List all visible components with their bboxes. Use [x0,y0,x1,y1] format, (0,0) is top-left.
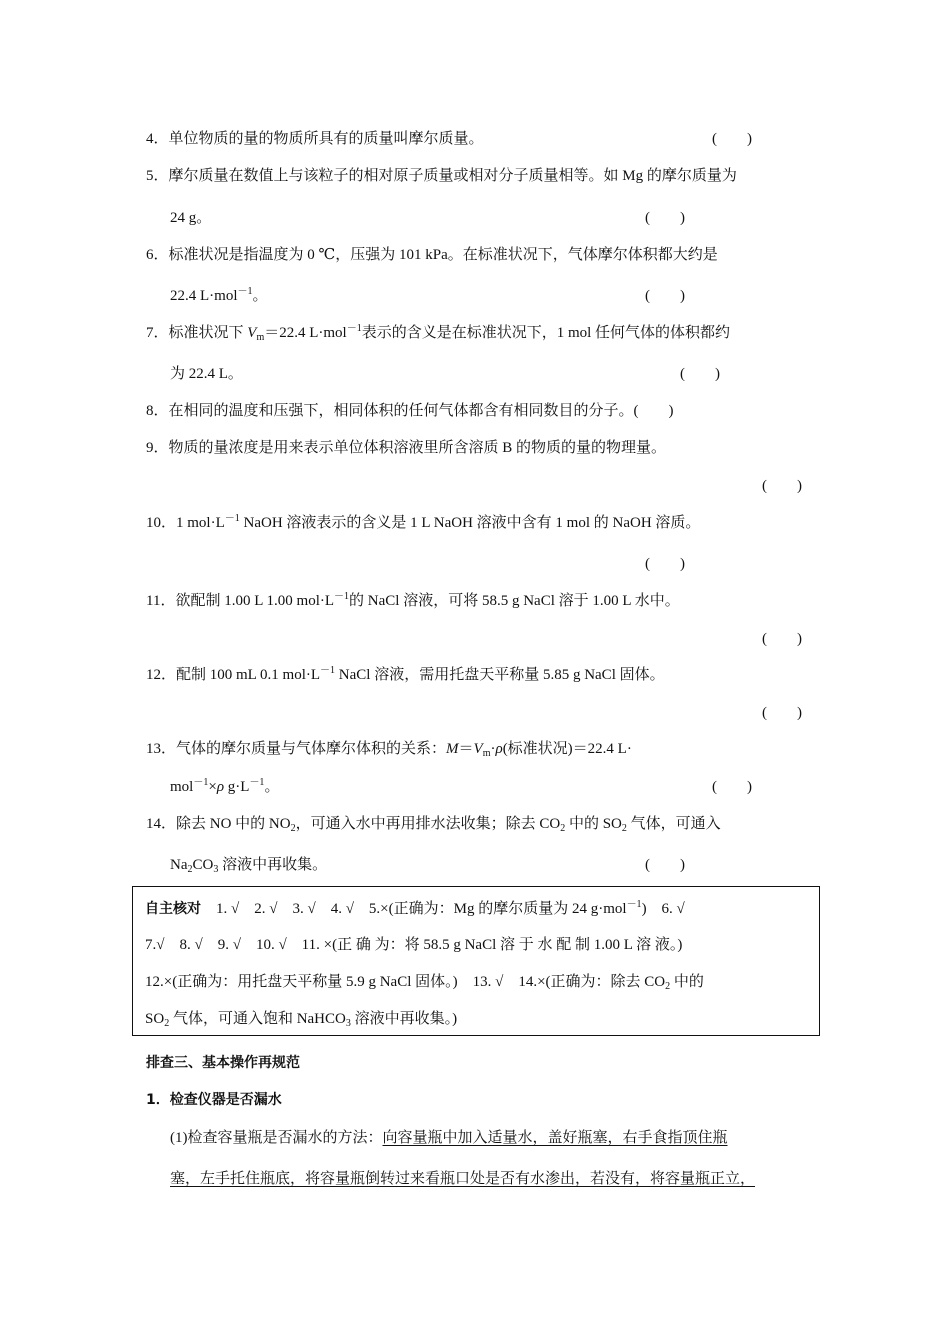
section-heading: 排查三、基本操作再规范 [146,1055,300,1071]
answer-blank-12[interactable]: ( ) [762,705,802,721]
item-10: 10．1 $mol\cdot L^{-1}$ NaOH 溶液表示的含义是 1 L NaOH 溶液中含有 1 mol 的 NaOH 溶质。 [146,513,701,531]
item-12: 12．配制 100 mL 0.1 $mol\cdot L^{-1}$ NaCl 溶液，需用托盘天平称量 5.85 g NaCl 固体。 [146,665,665,683]
answer-key-line-3: 12.×(正确为：用托盘天平称量 5.9 g NaCl 固体。) 13. √ 14.×(正确为：除去 $CO_2$ 中的 [145,974,704,992]
item-7-cont: 为 22.4 L。 [170,366,243,382]
item-6-cont: 22.4 L·mol$^{-1}$。 [170,286,268,304]
answer-key-line-1: 自主核对 1. √ 2. √ 3. √ 4. √ 5.×(正确为：Mg 的摩尔质量为 24 g·mol$^{-1}$) 6. √ [145,899,685,917]
answer-key-line-4: $SO_2$ 气体，可通入饱和 NaHCO$_3$ 溶液中再收集。) [145,1011,458,1029]
answer-blank-10[interactable]: ( ) [645,556,685,572]
paragraph-1-cont: 塞，左手托住瓶底，将容量瓶倒转过来看瓶口处是否有水渗出，若没有，将容量瓶正立， [170,1171,756,1187]
item-5-cont: 24 g。 [170,210,212,226]
item-9: 9．物质的量浓度是用来表示单位体积溶液里所含溶质 B 的物质的量的物理量。 [146,440,667,456]
item-11: 11．欲配制 1.00 L 1.00 $mol\cdot L^{-1}$的 NaCl 溶液，可将 58.5 g NaCl 溶于 1.00 L 水中。 [146,591,680,609]
paragraph-1: (1)检查容量瓶是否漏水的方法：向容量瓶中加入适量水，盖好瓶塞，右手食指顶住瓶 [170,1130,728,1146]
item-5: 5．摩尔质量在数值上与该粒子的相对原子质量或相对分子质量相等。如 Mg 的摩尔质量为 [146,168,737,184]
item-13: 13．气体的摩尔质量与气体摩尔体积的关系：$M=V_m\cdot\rho$(标准状况)＝22.4 L· [146,741,632,759]
item-13-cont: mol$^{-1}$×ρ $g\cdot L^{-1}$。 [170,777,280,795]
item-8: 8．在相同的温度和压强下，相同体积的任何气体都含有相同数目的分子。( ) [146,403,674,419]
item-4: 4．单位物质的量的物质所具有的质量叫摩尔质量。 [146,131,484,147]
answer-blank-14[interactable]: ( ) [645,857,685,873]
answer-blank-13[interactable]: ( ) [712,779,752,795]
answer-blank-9[interactable]: ( ) [762,478,802,494]
answer-blank-4[interactable]: ( ) [712,131,752,147]
answer-key-line-2: 7.√ 8. √ 9. √ 10. √ 11. ×(正 确 为：将 58.5 g NaCl 溶 于 水 配 制 1.00 L 溶 液。) [145,937,683,953]
item-7: 7．标准状况下 $V_m=22.4$ L·mol$^{-1}$表示的含义是在标准状况下，1 mol 任何气体的体积都约 [146,323,731,343]
answer-blank-6[interactable]: ( ) [645,288,685,304]
item-14-cont: $Na_2CO_3$ 溶液中再收集。 [170,857,328,875]
answer-blank-5[interactable]: ( ) [645,210,685,226]
answer-blank-7[interactable]: ( ) [680,366,720,382]
item-6: 6．标准状况是指温度为 0 ℃，压强为 101 kPa。在标准状况下，气体摩尔体积都大约是 [146,247,718,263]
subheading-1: 1．检查仪器是否漏水 [146,1092,282,1108]
answer-key-box [132,886,820,1036]
item-14: 14．除去 NO 中的 $NO_2$，可通入水中再用排水法收集；除去 $CO_2$ 中的 $SO_2$ 气体，可通入 [146,816,721,834]
answer-key-title: 自主核对 [145,901,201,917]
answer-blank-11[interactable]: ( ) [762,631,802,647]
